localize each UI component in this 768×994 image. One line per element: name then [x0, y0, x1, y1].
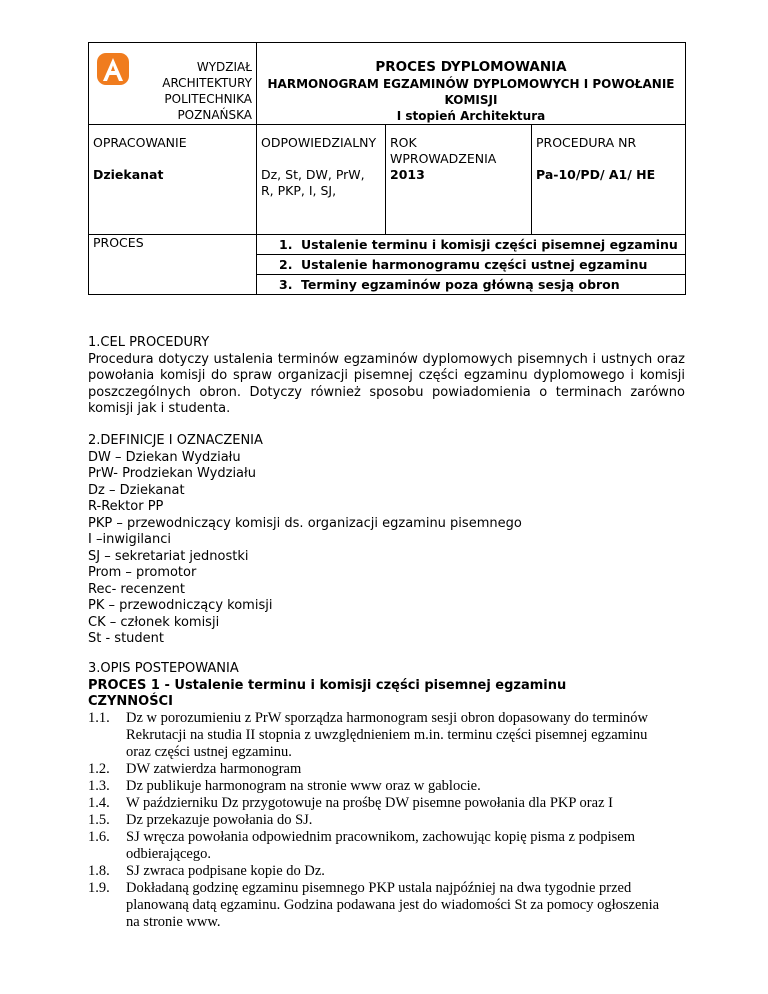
definition-item: PK – przewodniczący komisji — [88, 598, 273, 613]
step-item: 1.8. SJ zwraca podpisane kopie do Dz. — [88, 863, 325, 879]
opracowanie-cell: OPRACOWANIE Dziekanat — [89, 125, 257, 235]
odpowiedzialny-cell: ODPOWIEDZIALNY Dz, St, DW, PrW, R, PKP, I, SJ, — [257, 125, 386, 235]
definition-item: PrW- Prodziekan Wydziału — [88, 466, 256, 481]
step-item: 1.9. Dokładaną godzinę egzaminu pisemnego PKP ustala najpóźniej na dwa tygodnie przed planowaną datą egzaminu. Godzina podawana jest do wiadomości St za pomocy ogłoszenia na stronie www. — [88, 880, 660, 930]
procedura-value: Pa-10/PD/ A1/ HE — [536, 167, 656, 182]
step-item: 1.1. Dz w porozumieniu z PrW sporządza harmonogram sesji obron dopasowany do terminów Rekrutacji na studia II stopnia z uwzględnieniem m.in. terminu części pisemnej egzaminu oraz części ustnej egzaminu. — [88, 710, 649, 760]
proces-list-cell — [257, 235, 686, 295]
definition-item: I –inwigilanci — [88, 532, 172, 547]
czynnosci-heading: CZYNNOŚCI — [88, 694, 173, 709]
document-title-cell — [257, 43, 686, 125]
proces-item: 3. Terminy egzaminów poza główną sesją obron — [257, 274, 685, 294]
process-1-title: PROCES 1 - Ustalenie terminu i komisji części pisemnej egzaminu — [88, 677, 567, 693]
procedura-cell: PROCEDURA NR Pa-10/PD/ A1/ HE — [532, 125, 686, 235]
faculty-logo-icon — [97, 53, 129, 85]
step-item: 1.5. Dz przekazuje powołania do SJ. — [88, 812, 313, 828]
rok-cell: ROK WPROWADZENIA 2013 — [386, 125, 532, 235]
cel-section — [88, 335, 685, 418]
definition-item: SJ – sekretariat jednostki — [88, 548, 249, 564]
definition-item: PKP – przewodniczący komisji ds. organizacji egzaminu pisemnego — [88, 515, 522, 531]
proces-list — [257, 235, 685, 294]
header-table — [88, 42, 686, 295]
definition-item: Prom – promotor — [88, 565, 197, 580]
faculty-cell — [89, 43, 257, 125]
step-item: 1.4. W październiku Dz przygotowuje na prośbę DW pisemne powołania dla PKP oraz I — [88, 795, 613, 811]
step-item: 1.6. SJ wręcza powołania odpowiednim pracownikom, zachowując kopię pisma z podpisem odbierającego. — [88, 829, 635, 862]
proces-item: 1. Ustalenie terminu i komisji części pisemnej egzaminu — [279, 237, 678, 252]
opracowanie-value: Dziekanat — [93, 167, 164, 182]
document-degree: I stopień Architektura — [396, 109, 546, 123]
opis-section — [88, 661, 685, 711]
steps-list — [88, 710, 688, 931]
faculty-name: WYDZIAŁ ARCHITEKTURY POLITECHNIKA POZNAŃSKA — [162, 60, 252, 122]
document-subtitle: HARMONOGRAM EGZAMINÓW DYPLOMOWYCH I POWOŁANIE — [267, 77, 675, 91]
definition-item: CK – członek komisji — [88, 614, 220, 630]
step-item: 1.3. Dz publikuje harmonogram na stronie www oraz w gablocie. — [88, 778, 481, 794]
definition-item: Dz – Dziekanat — [88, 482, 185, 498]
proces-item: 2. Ustalenie harmonogramu części ustnej egzaminu — [257, 254, 685, 274]
rok-value: 2013 — [390, 167, 425, 182]
definition-item: St - student — [88, 631, 165, 646]
odpowiedzialny-value: Dz, St, DW, PrW, — [261, 167, 365, 182]
definition-item: R-Rektor PP — [88, 499, 164, 514]
definicje-section — [88, 433, 685, 648]
proces-label-cell: PROCES — [89, 235, 257, 295]
opis-heading: 3.OPIS POSTEPOWANIA — [88, 661, 239, 676]
step-item: 1.2. DW zatwierdza harmonogram — [88, 761, 302, 777]
definition-item: DW – Dziekan Wydziału — [88, 449, 241, 465]
document-title: PROCES DYPLOMOWANIA — [375, 59, 567, 75]
definicje-heading: 2.DEFINICJE I OZNACZENIA — [88, 433, 263, 448]
cel-text: Procedura dotyczy ustalenia terminów egzaminów dyplomowych pisemnych i ustnych oraz powołania komisji do spraw organizacji pisemnej części egzaminu dyplomowego i komisji poszczególnych obron. Dotyczy również sposobu powiadomienia o terminach zarówno komisji jak i studenta. — [88, 351, 685, 416]
document-subtitle-cont: KOMISJI — [444, 93, 498, 107]
definition-item: Rec- recenzent — [88, 581, 186, 597]
cel-heading: 1.CEL PROCEDURY — [88, 335, 210, 350]
